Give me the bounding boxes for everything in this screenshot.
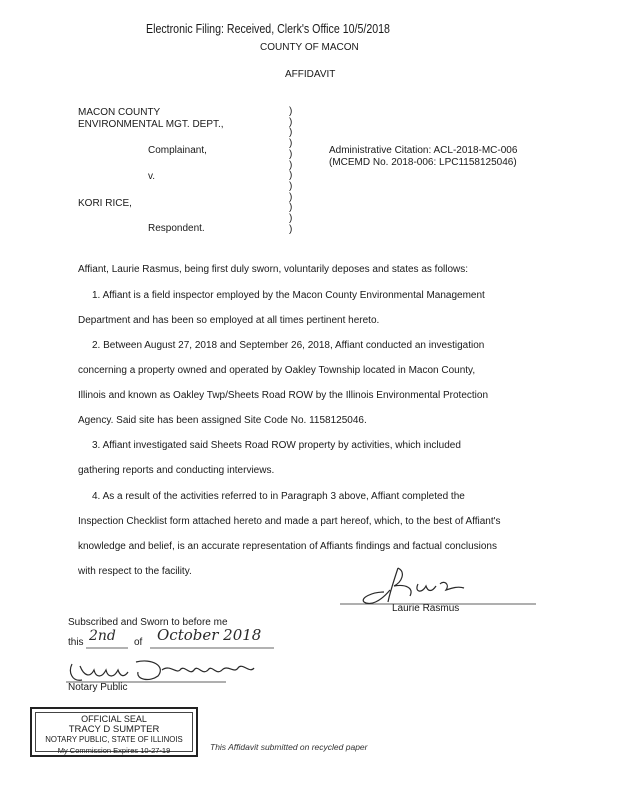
jurat-statement: Subscribed and Sworn to before me (68, 617, 228, 628)
paragraph-line: concerning a property owned and operated by Oakley Township located in Macon County, (78, 365, 476, 376)
paragraph-line: Inspection Checklist form attached hereto and made a part hereof, which, to the best of Affiant's (78, 516, 501, 527)
jurat-day-handwritten: 2nd (89, 628, 116, 644)
jurat-blank-lines (86, 647, 276, 651)
paren: ) (289, 148, 293, 160)
paragraph-1 (78, 283, 485, 333)
paragraph-line: 2. Between August 27, 2018 and September 26, 2018, Affiant conducted an investigation (92, 340, 485, 351)
paragraph-2 (78, 333, 488, 433)
official-seal-inner (35, 712, 193, 755)
complainant-name-line2: ENVIRONMENTAL MGT. DEPT., (78, 119, 224, 130)
paren: ) (289, 159, 293, 171)
citation-number: Administrative Citation: ACL-2018-MC-006 (329, 145, 518, 156)
paren: ) (289, 138, 293, 150)
seal-heading: OFFICIAL SEAL (81, 714, 147, 724)
jurat-month-year-handwritten: October 2018 (157, 626, 262, 644)
paren: ) (289, 191, 293, 203)
paragraph-line: Agency. Said site has been assigned Site Code No. 1158125046. (78, 415, 367, 426)
versus-label: v. (148, 171, 156, 182)
seal-notary-name: TRACY D SUMPTER (68, 723, 160, 735)
caption-parentheses (289, 107, 292, 235)
citation-reference: (MCEMD No. 2018-006: LPC1158125046) (329, 157, 517, 168)
jurat-this: this (68, 637, 84, 648)
filing-stamp: Electronic Filing: Received, Clerk's Office 10/5/2018 (146, 22, 390, 36)
paren: ) (289, 127, 293, 139)
seal-commission-expiry: My Commission Expires 10-27-19 (57, 745, 171, 755)
county-heading: COUNTY OF MACON (260, 42, 359, 53)
paragraph-line: gathering reports and conducting interviews. (78, 465, 275, 476)
recycled-paper-note: This Affidavit submitted on recycled paper (210, 742, 368, 752)
complainant-role: Complainant, (148, 145, 207, 156)
jurat-of: of (134, 637, 143, 648)
paren: ) (289, 170, 293, 182)
intro-paragraph: Affiant, Laurie Rasmus, being first duly sworn, voluntarily deposes and states as follows: (78, 264, 469, 275)
paren: ) (289, 223, 293, 235)
paren: ) (289, 180, 293, 192)
notary-public-label: Notary Public (68, 682, 128, 693)
paren: ) (289, 213, 293, 225)
paragraph-line: 3. Affiant investigated said Sheets Road ROW property by activities, which included (92, 440, 461, 451)
paragraph-line: Illinois and known as Oakley Twp/Sheets Road ROW by the Illinois Environmental Protection (78, 390, 489, 401)
paragraph-line: 4. As a result of the activities referred to in Paragraph 3 above, Affiant completed the (92, 491, 465, 502)
complainant-name-line1: MACON COUNTY (78, 107, 161, 118)
respondent-role: Respondent. (148, 223, 205, 234)
paren: ) (289, 116, 293, 128)
paragraph-line: knowledge and belief, is an accurate representation of Affiants findings and factual conclusions (78, 541, 497, 552)
paragraph-line: Department and has been so employed at all times pertinent hereto. (78, 315, 380, 326)
seal-state-line: NOTARY PUBLIC, STATE OF ILLINOIS (45, 735, 183, 744)
paragraph-line: 1. Affiant is a field inspector employed by the Macon County Environmental Management (92, 290, 485, 301)
official-seal (30, 707, 198, 757)
paragraph-line: with respect to the facility. (78, 566, 192, 577)
paren: ) (289, 202, 293, 214)
affiant-printed-name: Laurie Rasmus (392, 603, 460, 614)
respondent-name: KORI RICE, (78, 198, 132, 209)
document-title: AFFIDAVIT (285, 69, 336, 80)
paren: ) (289, 106, 293, 117)
paragraph-3 (78, 433, 461, 483)
